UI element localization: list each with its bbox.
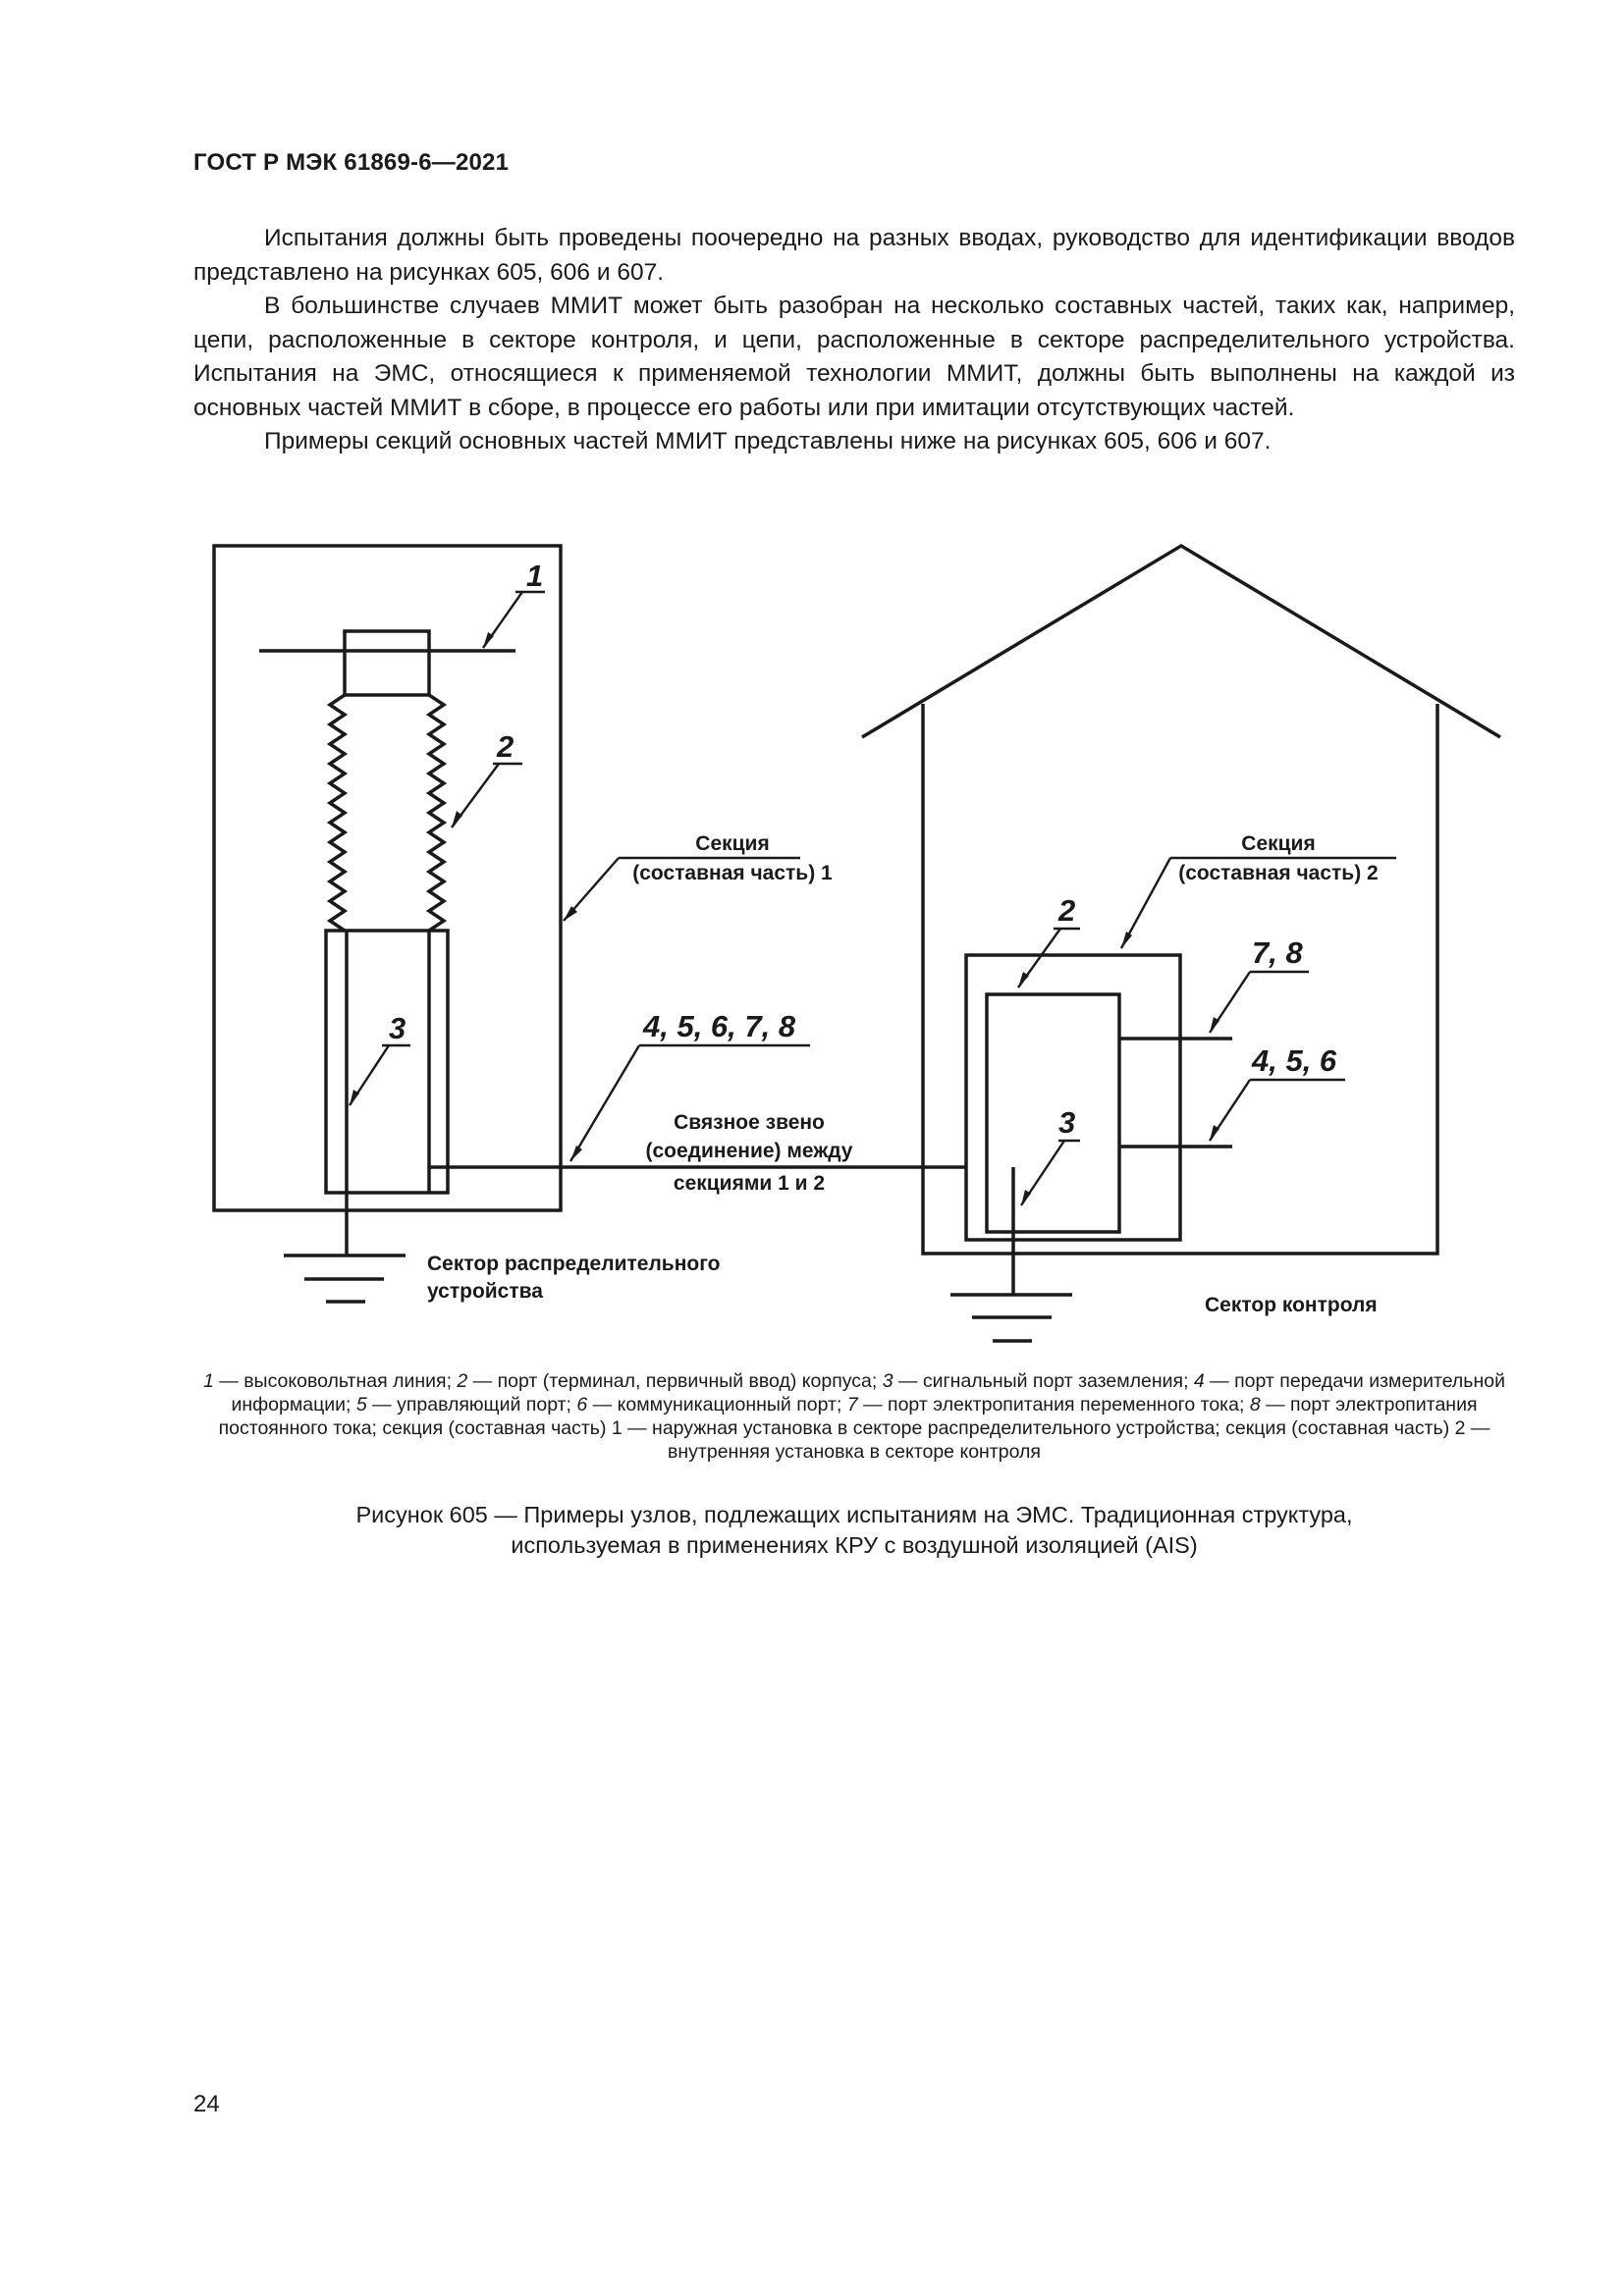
figure-caption-line-2: используемая в применениях КРУ с воздушной изоляцией (AIS)	[511, 1532, 1198, 1558]
paragraph: Испытания должны быть проведены поочередно на разных вводах, руководство для идентификации вводов представлено на рисунках 605, 606 и 607.	[193, 225, 1515, 286]
page-number: 24	[193, 2091, 220, 2117]
insulator-right-profile	[429, 695, 444, 931]
label-4-5-6: 4, 5, 6	[1252, 1043, 1337, 1078]
leader-4-5-6-7-8	[570, 1045, 639, 1161]
section-2-frame	[966, 955, 1180, 1240]
insulator-left-profile	[330, 695, 345, 931]
document-header: ГОСТ Р МЭК 61869-6—2021	[193, 149, 510, 176]
label-1: 1	[526, 559, 544, 593]
label-4-5-6-7-8: 4, 5, 6, 7, 8	[643, 1009, 796, 1043]
figure-caption	[193, 1500, 1515, 1561]
link-caption-line-2: (соединение) между	[645, 1140, 853, 1162]
section-1-frame	[214, 546, 561, 1210]
label-2-right: 2	[1058, 893, 1076, 928]
link-caption-line-1: Связное звено	[674, 1111, 825, 1134]
control-device-box	[987, 994, 1119, 1232]
figure-legend: 1 — высоковольтная линия; 2 — порт (терминал, первичный ввод) корпуса; 3 — сигнальный порт заземления; 4 — порт передачи измерительной информации; 5 — управляющий порт; 6 — коммуникационный порт; 7 — порт электропитания переменного тока; 8 — порт электропитания постоянного тока; секция (составная часть) 1 — наружная установка в секторе распределительного устройства; секция (составная часть) 2 — внутренняя установка в секторе контроля	[203, 1370, 1505, 1463]
switchgear-sector-line-1: Сектор распределительного	[427, 1253, 721, 1275]
control-sector-label: Сектор контроля	[1205, 1294, 1378, 1316]
label-3-left: 3	[389, 1011, 406, 1045]
section-1-subtitle: (составная часть) 1	[632, 862, 833, 884]
section-1-title: Секция	[695, 832, 770, 855]
section-2-subtitle: (составная часть) 2	[1178, 862, 1379, 884]
label-7-8: 7, 8	[1252, 935, 1303, 970]
section-2-title: Секция	[1241, 832, 1316, 855]
figure-caption-line-1: Рисунок 605 — Примеры узлов, подлежащих испытаниям на ЭМС. Традиционная структура,	[355, 1502, 1353, 1527]
paragraph: Примеры секций основных частей ММИТ представлены ниже на рисунках 605, 606 и 607.	[264, 428, 1272, 454]
line-terminal-box	[345, 631, 429, 695]
switchgear-sector-line-2: устройства	[427, 1280, 543, 1303]
link-caption-line-3: секциями 1 и 2	[673, 1172, 826, 1195]
label-3-right: 3	[1058, 1105, 1076, 1140]
label-2-left: 2	[497, 729, 514, 764]
house-roof	[862, 546, 1500, 737]
paragraph: В большинстве случаев ММИТ может быть разобран на несколько составных частей, таких как, например, цепи, расположенные в секторе контроля, и цепи, расположенные в секторе распределительного устройства. Испытания на ЭМС, относящиеся к применяемой технологии ММИТ, должны быть выполнены на каждой из основных частей ММИТ в сборе, в процессе его работы или при имитации отсутствующих частей.	[193, 293, 1515, 421]
